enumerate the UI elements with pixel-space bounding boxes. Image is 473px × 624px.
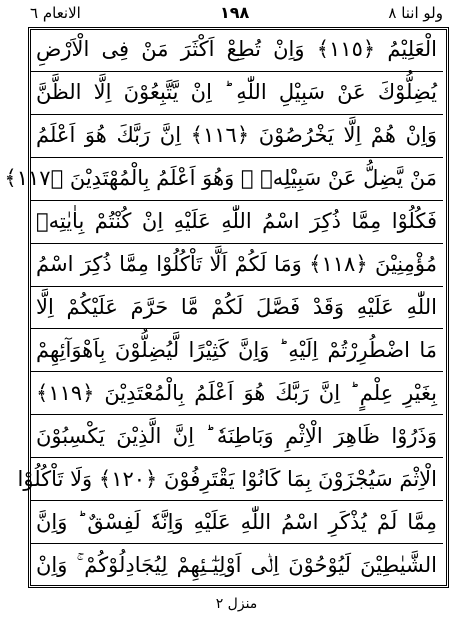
text-line bbox=[30, 415, 443, 458]
line-text: فَكُلُوْا مِمَّا ذُكِرَ اسْمُ اللّٰهِ عَلَيْهِ اِنْ كُنْتُمْ بِاٰيٰتِهٖ bbox=[36, 209, 437, 234]
line-text: الْاِثْمَ سَيُجْزَوْنَ بِمَا كَانُوْا يَقْتَرِفُوْنَ ﴿١٢٠﴾ وَلَا تَاْكُلُوْا bbox=[17, 466, 437, 491]
text-line bbox=[17, 458, 443, 501]
line-text: بِغَيْرِ عِلْمٍ ؕ اِنَّ رَبَّكَ هُوَ اَعْلَمُ بِالْمُعْتَدِيْنَ ﴿١١٩﴾ bbox=[36, 380, 437, 405]
text-line bbox=[30, 372, 443, 415]
page-header bbox=[30, 2, 443, 24]
line-text: وَذَرُوْا ظَاهِرَ الْاِثْمِ وَبَاطِنَهٗ ؕ اِنَّ الَّذِيْنَ يَكْسِبُوْنَ bbox=[36, 423, 437, 448]
text-line bbox=[30, 544, 443, 586]
line-text: الْعَلِيْمُ ﴿١١٥﴾ وَاِنْ تُطِعْ اَكْثَرَ مَنْ فِى الْاَرْضِ bbox=[36, 37, 438, 62]
line-text: الشَّيٰطِيْنَ لَيُوْحُوْنَ اِلٰۤى اَوْلِيٰٓـئِهِمْ لِيُجَادِلُوْكُمْ ۚ وَاِنْ bbox=[36, 552, 437, 577]
text-block bbox=[4, 29, 443, 586]
page-number: ١٩٨ bbox=[219, 3, 250, 22]
line-text: مِمَّا لَمْ يُذْكَرِ اسْمُ اللّٰهِ عَلَيْهِ وَاِنَّهٗ لَفِسْقٌ ؕ وَاِنَّ bbox=[36, 509, 437, 534]
text-line bbox=[30, 501, 443, 544]
text-line bbox=[30, 244, 443, 287]
manzil-label: منزل ٢ bbox=[215, 596, 258, 612]
text-line bbox=[30, 287, 443, 330]
text-line bbox=[30, 29, 443, 72]
page-footer bbox=[0, 592, 473, 616]
text-line bbox=[30, 201, 443, 244]
text-line bbox=[30, 329, 443, 372]
surah-name: الانعام ٦ bbox=[30, 4, 81, 22]
text-line bbox=[30, 72, 443, 115]
line-text: مَا اضْطُرِرْتُمْ اِلَيْهِ ؕ وَاِنَّ كَثِيْرًا لَّيُضِلُّوْنَ بِاَهْوَآئِهِمْ bbox=[36, 337, 437, 362]
line-text: اللّٰهِ عَلَيْهِ وَقَدْ فَصَّلَ لَكُمْ مَّا حَرَّمَ عَلَيْكُمْ اِلَّا bbox=[36, 294, 437, 319]
text-line bbox=[30, 115, 443, 158]
line-text: مُؤْمِنِيْنَ ﴿١١٨﴾ وَمَا لَكُمْ اَلَّا تَاْكُلُوْا مِمَّا ذُكِرَ اسْمُ bbox=[36, 252, 437, 277]
line-text: مَنْ يَّضِلُّ عَنْ سَبِيْلِهٖ ۚ وَهُوَ اَعْلَمُ بِالْمُهْتَدِيْنَ ﴿١١٧﴾ bbox=[4, 166, 437, 191]
line-text: يُضِلُّوْكَ عَنْ سَبِيْلِ اللّٰهِ ؕ اِنْ يَّتَّبِعُوْنَ اِلَّا الظَّنَّ bbox=[36, 80, 437, 105]
line-text: وَاِنْ هُمْ اِلَّا يَخْرُصُوْنَ ﴿١١٦﴾ اِنَّ رَبَّكَ هُوَ اَعْلَمُ bbox=[36, 123, 437, 148]
text-line bbox=[4, 158, 443, 201]
juz-name: ولو اننا ٨ bbox=[388, 4, 443, 22]
